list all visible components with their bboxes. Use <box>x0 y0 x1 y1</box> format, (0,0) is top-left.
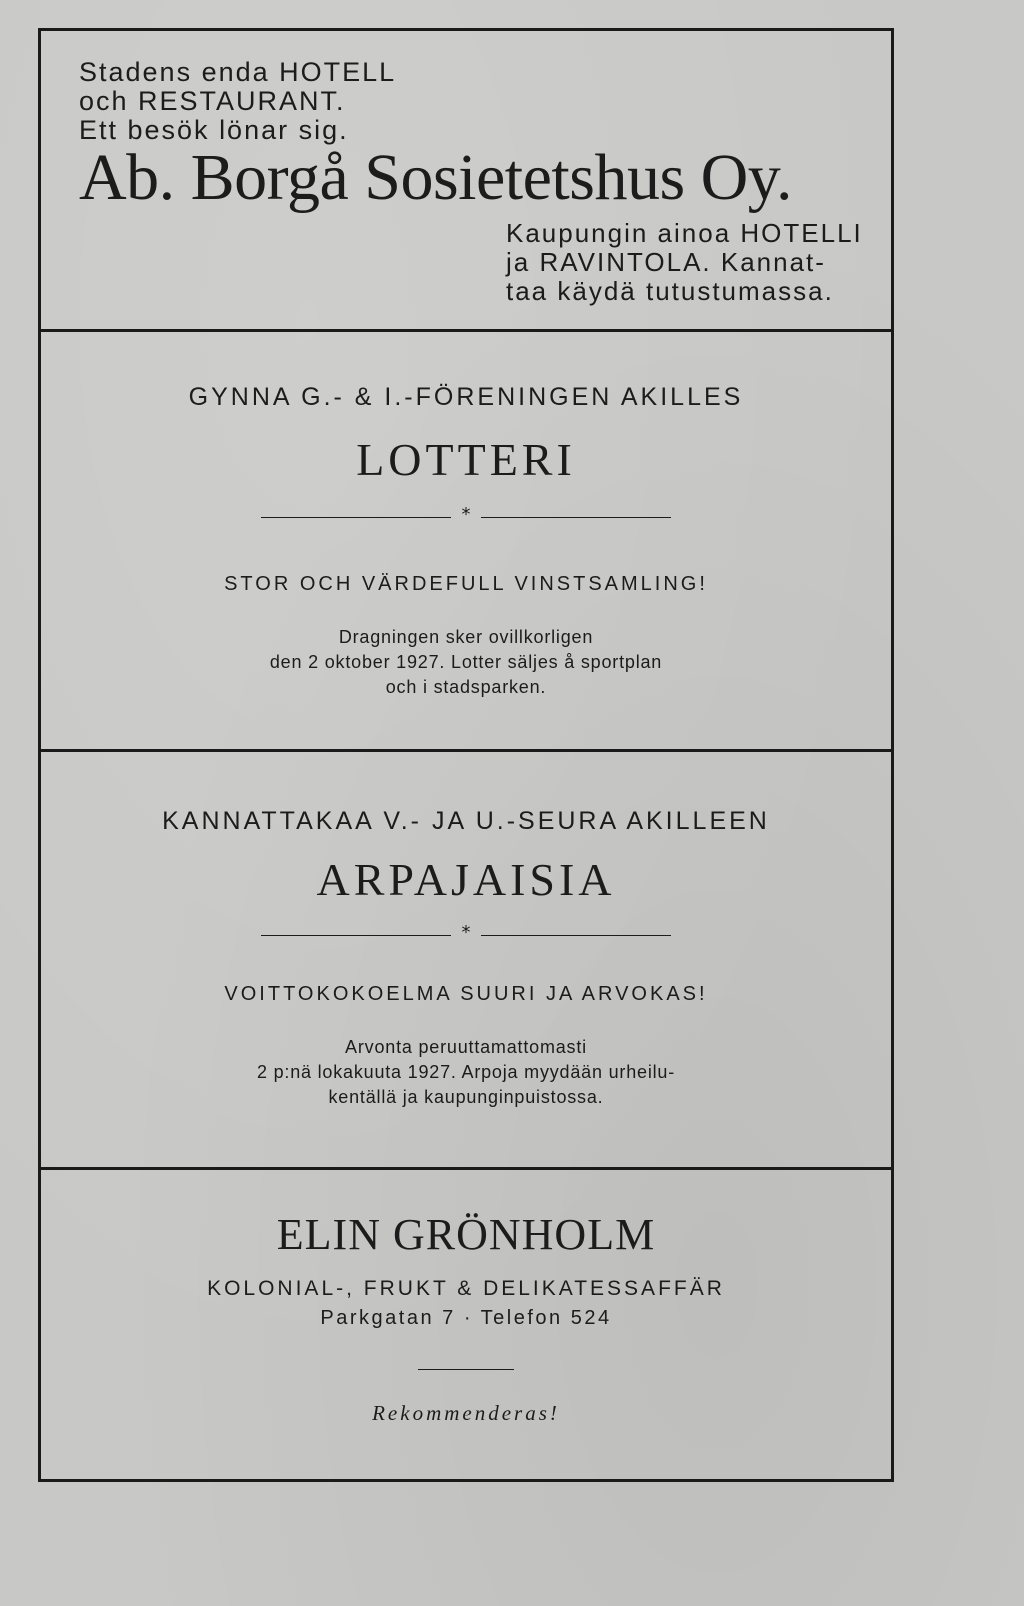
hotel-swedish-text <box>79 58 396 145</box>
lotteri-details <box>41 625 891 700</box>
hotel-finnish-line: Kaupungin ainoa HOTELLI <box>506 218 863 248</box>
lotteri-ornament <box>261 504 671 525</box>
lotteri-detail-line: och i stadsparken. <box>385 677 547 697</box>
hotel-finnish-line: ja RAVINTOLA. Kannat- <box>506 247 826 277</box>
shop-recommendation: Rekommenderas! <box>372 1401 560 1425</box>
shop-type: KOLONIAL-, FRUKT & DELIKATESSAFFÄR <box>207 1277 725 1300</box>
asterisk-ornament: * <box>461 504 471 525</box>
arpajaisia-detail-line: kentällä ja kaupunginpuistossa. <box>328 1087 604 1107</box>
shop-address: Parkgatan 7 · Telefon 524 <box>320 1307 612 1329</box>
section-divider <box>41 329 891 332</box>
shop-name: ELIN GRÖNHOLM <box>276 1210 656 1259</box>
lotteri-detail-line: Dragningen sker ovillkorligen <box>338 627 594 647</box>
lotteri-subtitle: STOR OCH VÄRDEFULL VINSTSAMLING! <box>224 573 708 595</box>
hotel-finnish-line: taa käydä tutustumassa. <box>506 276 834 306</box>
ornament-rule-right <box>481 935 671 936</box>
hotel-swedish-line: och RESTAURANT. <box>79 86 346 116</box>
asterisk-ornament: * <box>461 922 471 943</box>
shop-advert <box>41 1171 891 1479</box>
arpajaisia-detail-line: 2 p:nä lokakuuta 1927. Arpoja myydään urheilu- <box>256 1062 676 1082</box>
ornament-rule-left <box>261 517 451 518</box>
lotteri-advert <box>41 333 891 753</box>
arpajaisia-club-name: KANNATTAKAA V.- JA U.-SEURA AKILLEEN <box>162 807 770 835</box>
hotel-swedish-line: Stadens enda HOTELL <box>79 57 397 87</box>
section-divider <box>41 1167 891 1170</box>
hotel-finnish-text <box>506 219 863 306</box>
arpajaisia-subtitle: VOITTOKOKOELMA SUURI JA ARVOKAS! <box>224 983 708 1005</box>
hotel-advert <box>41 31 891 333</box>
arpajaisia-advert <box>41 753 891 1171</box>
hotel-swedish-line: Ett besök lönar sig. <box>79 115 349 145</box>
lotteri-title: LOTTERI <box>356 434 576 485</box>
lotteri-detail-line: den 2 oktober 1927. Lotter säljes å sportplan <box>269 652 663 672</box>
ornament-rule-right <box>481 517 671 518</box>
arpajaisia-title: ARPAJAISIA <box>316 854 616 905</box>
hotel-title: Ab. Borgå Sosietetshus Oy. <box>79 141 792 214</box>
arpajaisia-details <box>41 1035 891 1110</box>
ornament-rule-left <box>261 935 451 936</box>
arpajaisia-detail-line: Arvonta peruuttamattomasti <box>345 1037 587 1057</box>
lotteri-club-name: GYNNA G.- & I.-FÖRENINGEN AKILLES <box>188 383 744 411</box>
advertisement-frame <box>38 28 894 1482</box>
arpajaisia-ornament <box>261 922 671 943</box>
short-rule <box>418 1369 514 1370</box>
section-divider <box>41 749 891 752</box>
